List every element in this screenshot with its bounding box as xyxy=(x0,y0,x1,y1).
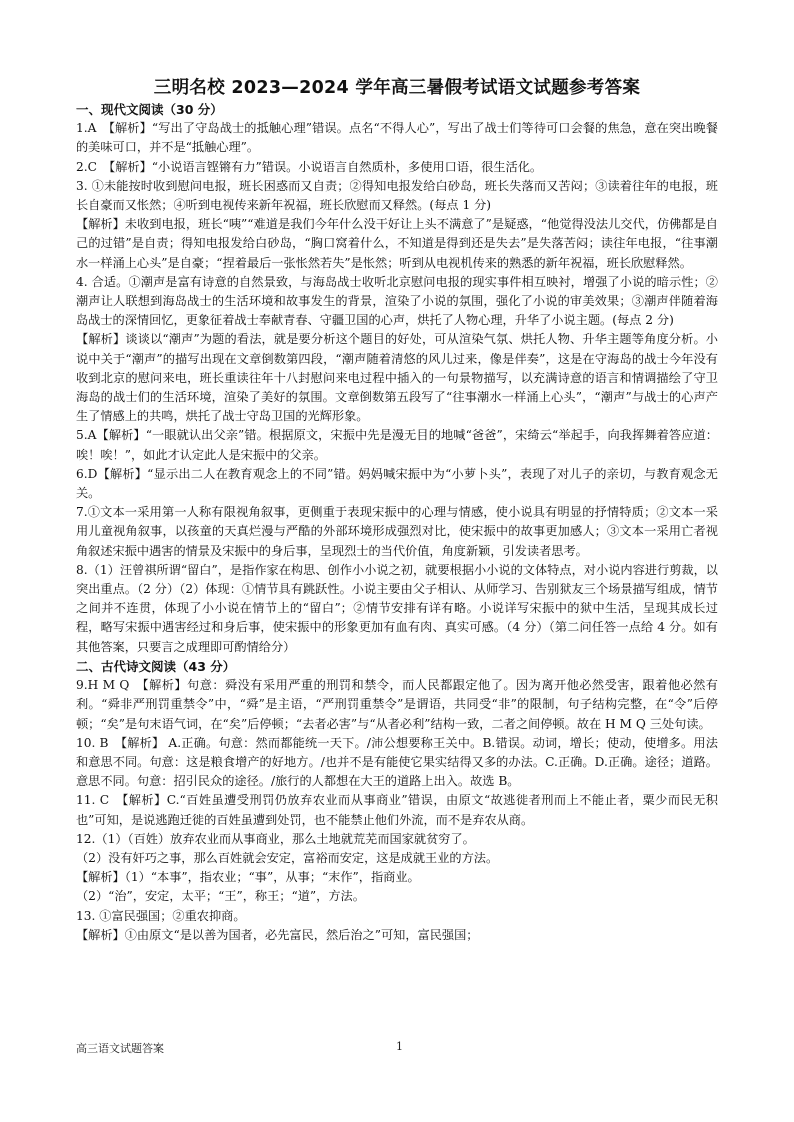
answer-paragraph: 2.C 【解析】“小说语言铿锵有力”错误。小说语言自然质朴，多使用口语，很生活化。 xyxy=(76,159,543,174)
answer-paragraph: 【解析】①由原文“是以善为国者，必先富民，然后治之”可知，富民强国； xyxy=(76,927,479,942)
answer-paragraph: 7.①文本一采用第一人称有限视角叙事，更侧重于表现宋振中的心理与情感，使小说具有明显的抒情特质；②文本一采用儿童视角叙事，以孩童的天真烂漫与严酷的外部环境形成强烈对比，使宋振中的故事更加感人；③文本一采用亡者视角叙述宋振中遇害的情景及宋振中的身后事，呈现烈士的当代价值，角度新颖，引发读者思考。 xyxy=(76,505,718,558)
answer-paragraph: 5.A【解析】“一眼就认出父亲”错。根据原文，宋振中先是漫无目的地喊“爸爸”，宋绮云“举起手，向我挥舞着答应道：唉！唉！”，如此才认定此人是宋振中的父亲。 xyxy=(76,428,718,462)
answer-paragraph: 8.（1）汪曾祺所谓“留白”，是指作家在构思、创作小小说之初，就要根据小小说的文体特点，对小说内容进行剪裁，以突出重点。（2 分）（2）体现：①情节具有跳跃性。小说主要由父子相认、从师学习、告别狱友三个场景描写组成，情节之间并不连贯，体现了小小说在情节上的“留白”；②情节安排有详有略。小说详写宋振中的狱中生活，呈现其成长过程，略写宋振中遇害经过和身后事，使宋振中的形象更加有血有肉、真实可感。（4 分）（第二问任答一点给 4 分。如有其他答案，只要言之成理即可酌情给分） xyxy=(76,562,718,654)
answer-paragraph: 11. C 【解析】C.“百姓虽遭受刑罚仍放弃农业而从事商业”错误，由原文“故逃徙者刑而上不能止者，粟少而民无积也”可知，是说逃跑迁徙的百姓虽遭到处罚，也不能禁止他们外流，而不是弃农从商。 xyxy=(76,793,718,827)
answer-paragraph: 13. ①富民强国；②重农抑商。 xyxy=(76,908,246,923)
answer-paragraph: 10. B 【解析】 A.正确。句意：然而都能统一天下。/沛公想要称王关中。B.错误。动词，增长；使动，使增多。用法和意思不同。句意：这是粮食增产的好地方。/也并不是有能使它果实结得又多的办法。C.正确。D.正确。途径；道路。意思不同。句意：招引民众的途径。/旅行的人都想在大王的道路上出入。故选 B。 xyxy=(76,735,718,789)
section-heading-modern-reading: 一、现代文阅读（30 分） xyxy=(76,102,223,117)
page-footer xyxy=(76,1040,718,1060)
answer-paragraph: 【解析】谈谈以“潮声”为题的看法，就是要分析这个题目的好处，可从渲染气氛、烘托人物、升华主题等角度分析。小说中关于“潮声”的描写出现在文章倒数第四段，“潮声随着清悠的风儿过来，像是伴奏”，这是在守海岛的战士今年没有收到北京的慰问来电，班长重读往年十八封慰问来电过程中插入的一句景物描写，以充满诗意的语言和情调描绘了守卫海岛的战士们的生活环境，渲染了美好的氛围。文章倒数第五段写了“往事潮水一样涌上心头”，“潮声”与战士的心声产生了情感上的共鸣，烘托了战士守岛卫国的光辉形象。 xyxy=(76,332,718,424)
answer-paragraph: 12.（1）（百姓）放弃农业而从事商业，那么土地就荒芜而国家就贫穷了。 xyxy=(76,831,475,846)
answer-paragraph: 6.D【解析】“显示出二人在教育观念上的不同”错。妈妈喊宋振中为“小萝卜头”，表现了对儿子的亲切，与教育观念无关。 xyxy=(76,466,718,501)
page-title: 三明名校 2023—2024 学年高三暑假考试语文试题参考答案 xyxy=(153,78,641,98)
answer-paragraph: 1.A 【解析】“写出了守岛战士的抵触心理”错误。点名“不得人心”，写出了战士们等待可口会餐的焦急，意在突出晚餐的美味可口，并不是“抵触心理”。 xyxy=(76,121,718,155)
answer-paragraph: （2）“治”，安定，太平；“王”，称王；“道”，方法。 xyxy=(76,889,365,904)
answer-paragraph: 4. 合适。①潮声是富有诗意的自然景致，与海岛战士收听北京慰问电报的现实事件相互映衬，增强了小说的暗示性；②潮声让人联想到海岛战士的生活环境和故事发生的背景，渲染了小说的氛围，强化了小说的审美效果；③潮声伴随着海岛战士的深情回忆，更象征着战士奉献青春、守疆卫国的心声，烘托了人物心理，升华了小说主题。(每点 2 分) xyxy=(76,274,718,328)
answer-paragraph: 9.H M Q 【解析】句意：舜没有采用严重的刑罚和禁令，而人民都跟定他了。因为离开他必然受害，跟着他必然有利。“舜非严刑罚重禁令”中，“舜”是主语，“严刑罚重禁令”是谓语，共同受“非”的限制，句子结构完整，在“令”后停顿；“矣”是句末语气词，在“矣”后停顿；“去者必害”与“从者必利”结构一致，二者之间停顿。故在 H M Q 三处句读。 xyxy=(76,678,718,731)
footer-label: 高三语文试题答案 xyxy=(76,1042,164,1055)
answer-paragraph: 【解析】（1）“本事”，指农业；“事”，从事；“末作”，指商业。 xyxy=(76,870,420,885)
section-heading-classical-reading: 二、古代诗文阅读（43 分） xyxy=(76,658,236,674)
answer-paragraph: 3. ①未能按时收到慰问电报，班长困惑而又自责；②得知电报发给白砂岛，班长失落而又苦闷；③读着往年的电报，班长自豪而又怅然；④听到电视传来新年祝福，班长欣慰而又释然。(每点 1 分) xyxy=(76,178,718,213)
page-number: 1 xyxy=(396,1040,403,1053)
answer-paragraph: （2）没有奸巧之事，那么百姓就会安定，富裕而安定，这是成就王业的方法。 xyxy=(76,850,499,865)
answer-paragraph: 【解析】未收到电报，班长“咦”“难道是我们今年什么没干好让上头不满意了”是疑惑，“他觉得没法儿交代，仿佛都是自己的过错”是自责；得知电报发给白砂岛，“胸口窝着什么，不知道是得到还是失去”是失落苦闷；读往年电报，“往事潮水一样涌上心头”是自豪；“捏着最后一张怅然若失”是怅然；听到从电视机传来的熟悉的新年祝福，班长欣慰释然。 xyxy=(76,217,718,270)
answer-content xyxy=(76,100,718,945)
